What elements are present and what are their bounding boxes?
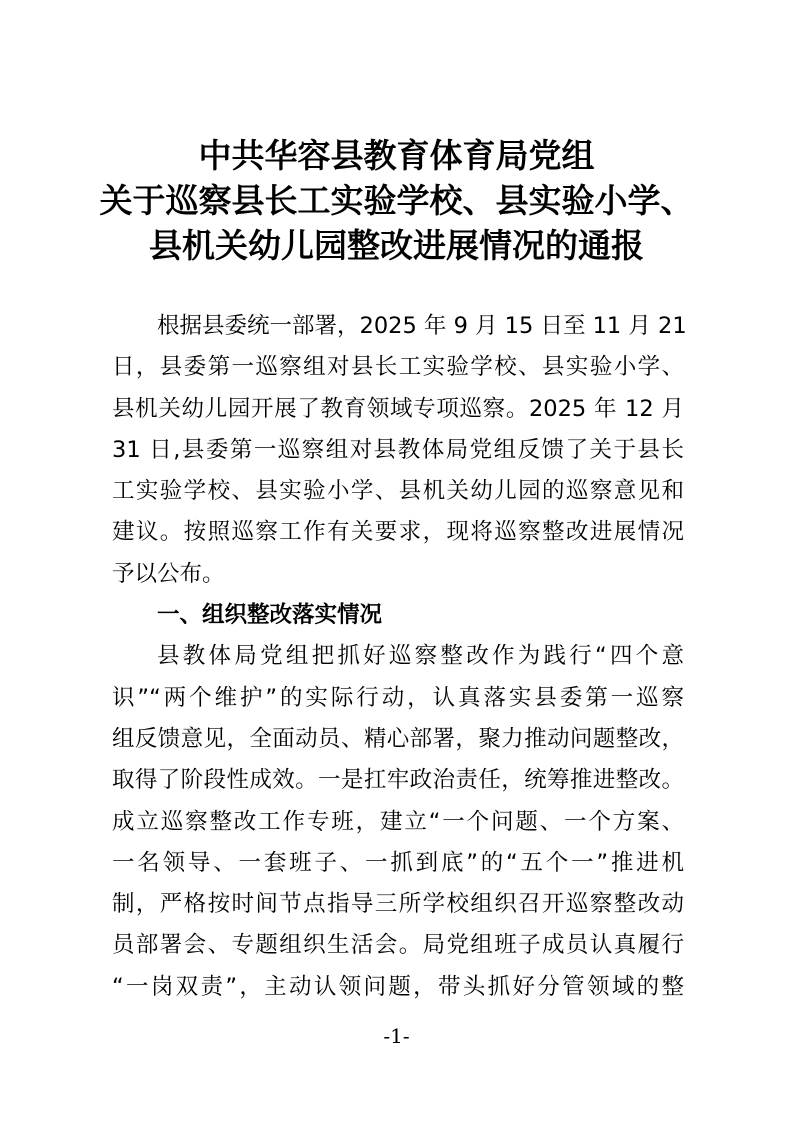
paragraph-2-line: 组反馈意见，全面动员、精心部署，聚力推动问题整改，	[112, 725, 684, 752]
paragraph-1-line: 根据县委统一部署，2025 年 9 月 15 日至 11 月 21	[157, 313, 687, 339]
paragraph-2-line: “一岗双责”，主动认领问题，带头抓好分管领域的整	[112, 973, 684, 1000]
document-body	[112, 306, 687, 1008]
paragraph-1-line: 日，县委第一巡察组对县长工实验学校、县实验小学、	[112, 354, 684, 381]
page-number: -1-	[383, 1024, 410, 1048]
paragraph-1-line: 31 日,县委第一巡察组对县教体局党组反馈了关于县长	[112, 436, 684, 463]
paragraph-2-line: 县教体局党组把抓好巡察整改作为践行“四个意	[157, 643, 684, 670]
title-line-1: 中共华容县教育体育局党组	[198, 136, 595, 175]
paragraph-2-line: 取得了阶段性成效。一是扛牢政治责任，统筹推进整改。	[112, 767, 684, 794]
paragraph-1-line: 县机关幼儿园开展了教育领域专项巡察。2025 年 12 月	[112, 395, 684, 422]
paragraph-1-line: 工实验学校、县实验小学、县机关幼儿园的巡察意见和	[112, 478, 684, 505]
section-heading: 一、组织整改落实情况	[157, 602, 383, 629]
title-line-3: 县机关幼儿园整改进展情况的通报	[149, 226, 644, 265]
paragraph-1-line: 予以公布。	[112, 560, 225, 587]
title-line-2: 关于巡察县长工实验学校、县实验小学、	[99, 181, 694, 220]
paragraph-1-line: 建议。按照巡察工作有关要求，现将巡察整改进展情况	[112, 519, 684, 546]
document-title	[0, 133, 793, 268]
paragraph-2-line: 一名领导、一套班子、一抓到底”的“五个一”推进机	[112, 849, 684, 876]
paragraph-2-line: 成立巡察整改工作专班，建立“一个问题、一个方案、	[112, 808, 684, 835]
paragraph-2-line: 制，严格按时间节点指导三所学校组织召开巡察整改动	[112, 891, 684, 918]
paragraph-2-line: 识”“两个维护”的实际行动，认真落实县委第一巡察	[112, 684, 684, 711]
paragraph-2-line: 员部署会、专题组织生活会。局党组班子成员认真履行	[112, 932, 684, 959]
